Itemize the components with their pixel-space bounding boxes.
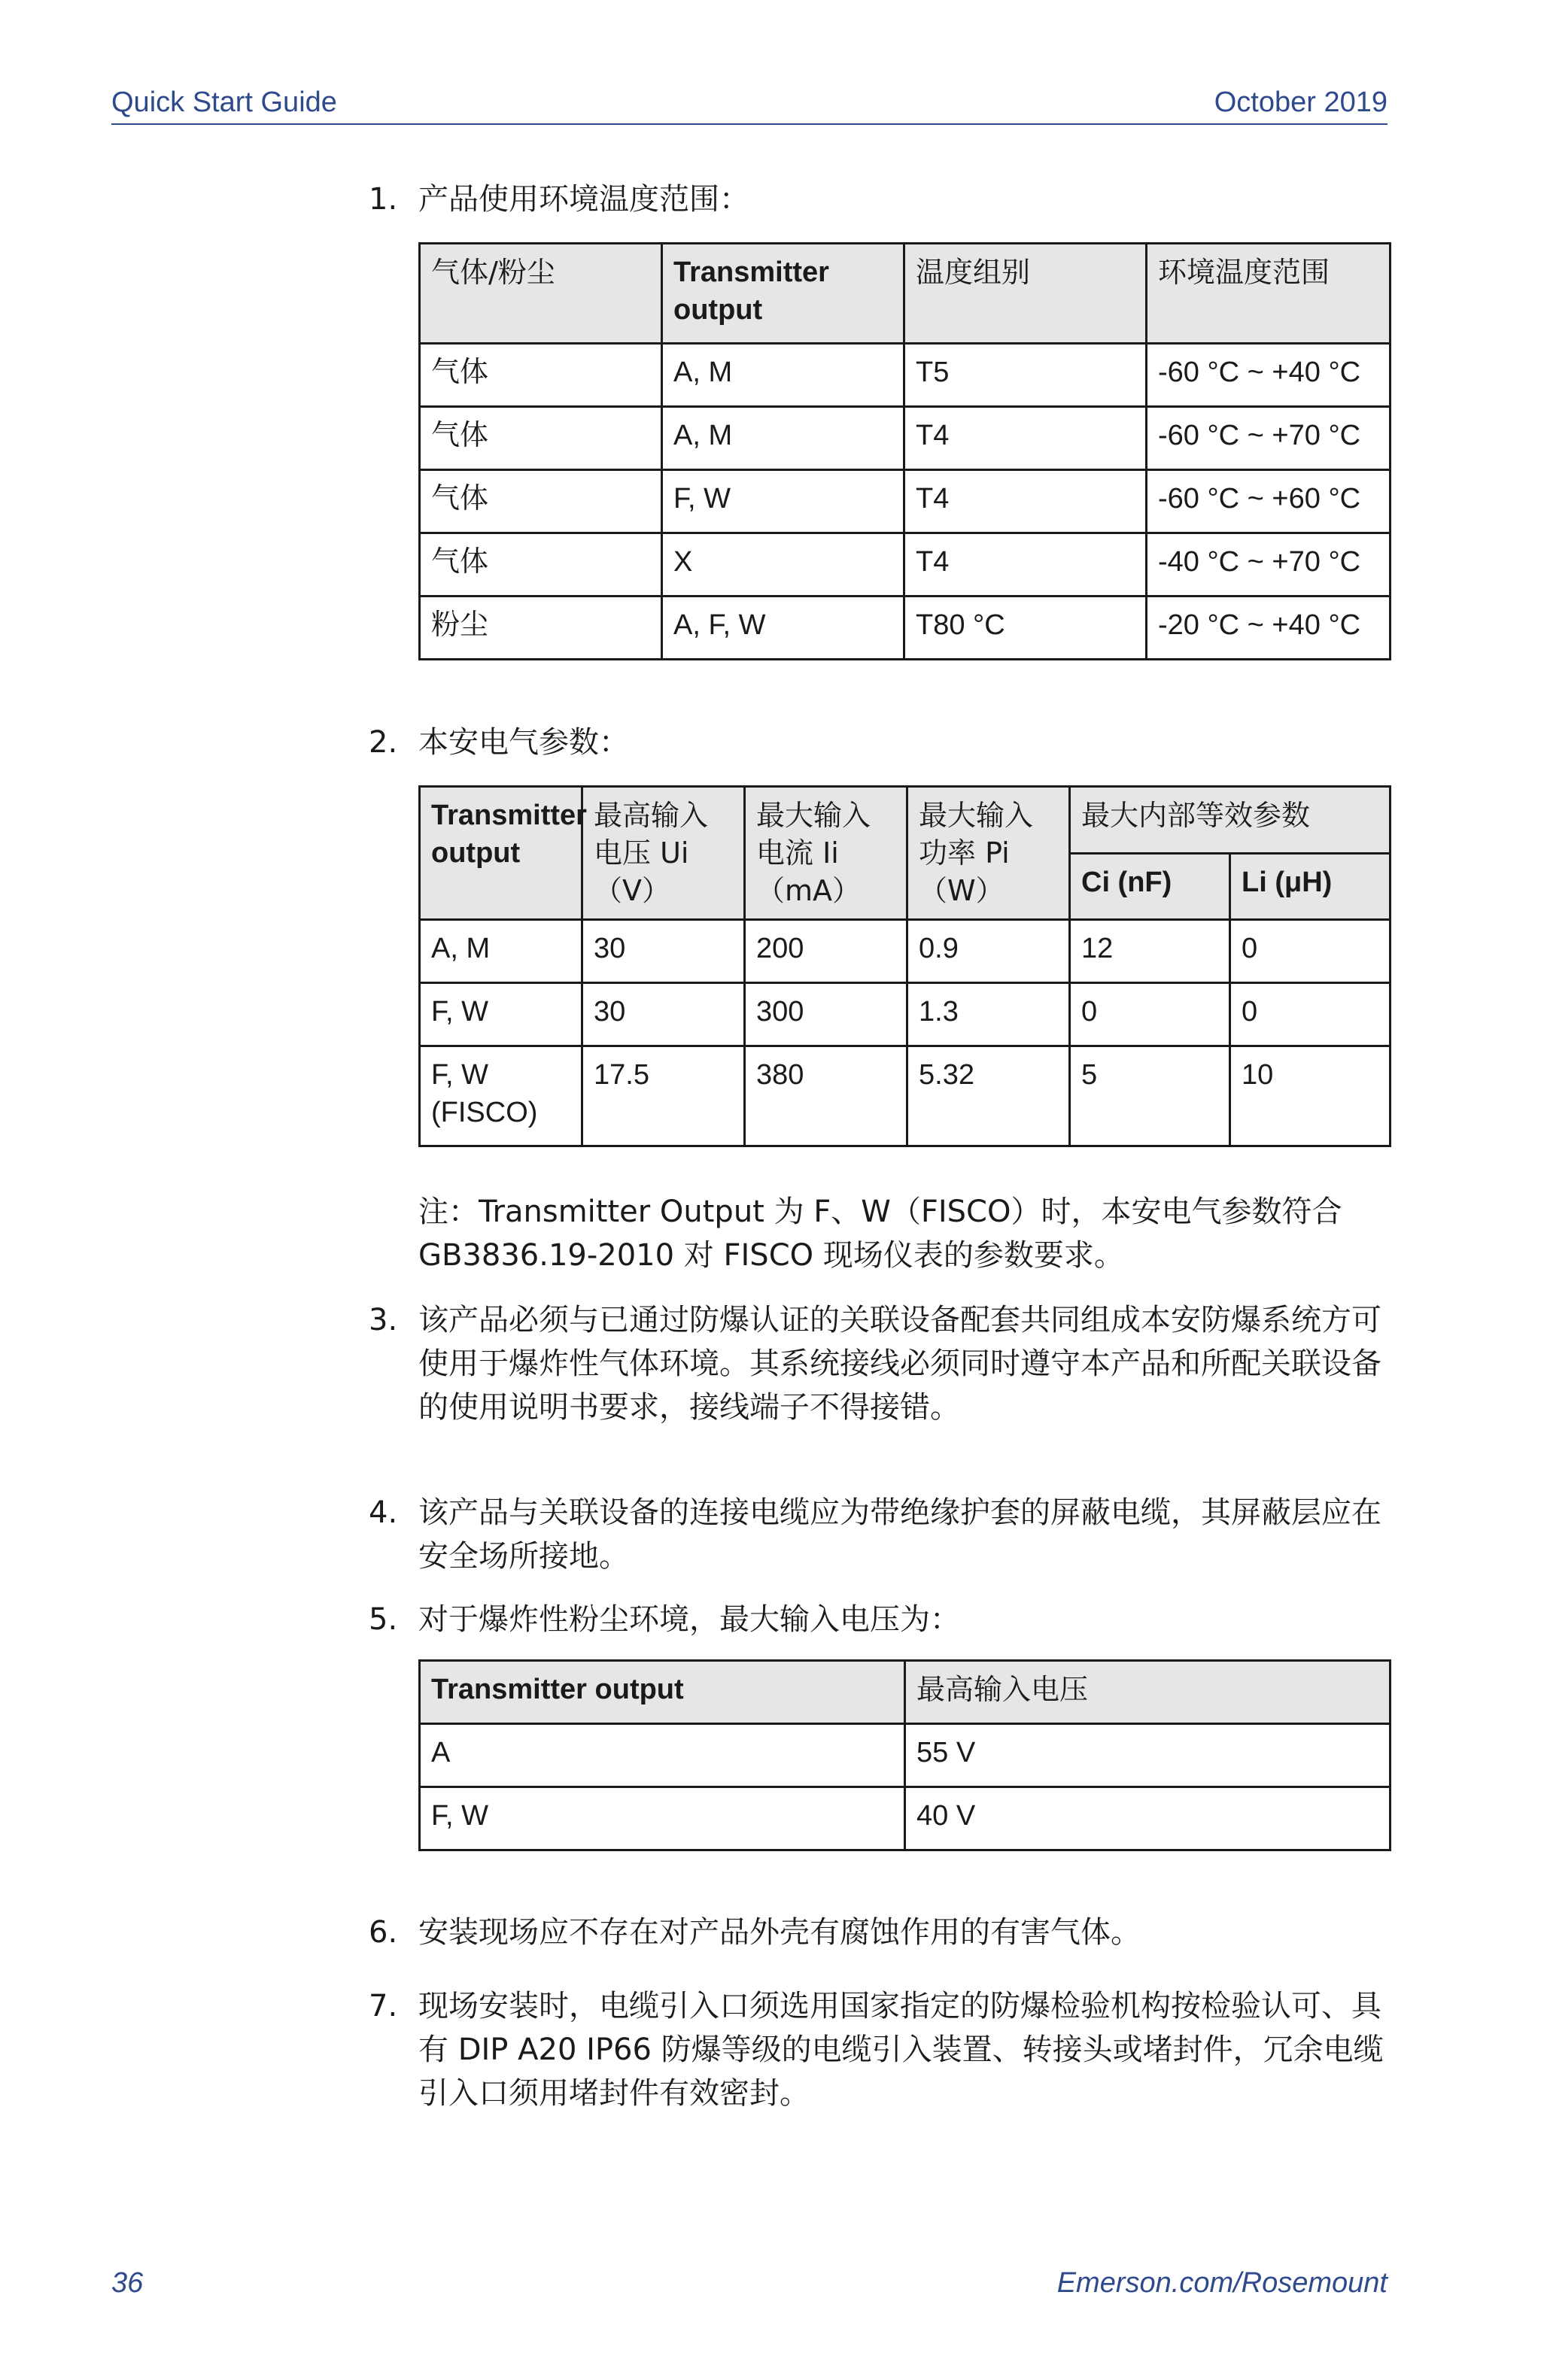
table-cell: A, M [420,920,582,983]
table-cell: 300 [745,983,907,1046]
table-row [420,344,1391,407]
table-cell: -40 °C ~ +70 °C [1147,533,1391,597]
item-text: 本安电气参数： [418,725,629,760]
item-number: 3. [369,1303,398,1337]
item-number: 4. [369,1495,398,1530]
page-number: 36 [111,2267,144,2299]
table-header-cell: Transmitter output [420,1661,905,1724]
table-cell: 气体 [420,344,662,407]
table-cell: 10 [1230,1046,1391,1146]
table-cell: F, W [420,1787,905,1850]
table-cell: A, F, W [662,597,904,660]
table-cell: 5 [1070,1046,1230,1146]
fisco-note: 注：Transmitter Output 为 F、W（FISCO）时，本安电气参数符合 GB3836.19-2010 对 FISCO 现场仪表的参数要求。 [418,1195,1342,1273]
table-cell: -60 °C ~ +60 °C [1147,470,1391,533]
table-cell: A [420,1724,905,1787]
table-cell: 粉尘 [420,597,662,660]
header-date: October 2019 [1214,87,1388,118]
table-header-cell: Ci (nF) [1070,853,1230,920]
table-header-cell: 最大输入功率 Pi（W） [907,787,1070,920]
table-cell: F, W [662,470,904,533]
table-cell: 5.32 [907,1046,1070,1146]
table-row [420,983,1391,1046]
table-row [420,1724,1391,1787]
item-number: 5. [369,1602,398,1637]
item-number: 2. [369,725,398,760]
table-cell: 30 [582,920,745,983]
item-number: 1. [369,182,398,217]
table-cell: 气体 [420,407,662,470]
table-row [420,1046,1391,1146]
table-cell: 0 [1070,983,1230,1046]
item-text: 现场安装时，电缆引入口须选用国家指定的防爆检验机构按检验认可、具有 DIP A20 IP66 防爆等级的电缆引入装置、转接头或堵封件，冗余电缆引入口须用堵封件有效密封。 [418,1989,1384,2111]
item-text: 产品使用环境温度范围： [418,182,749,217]
table-cell: 200 [745,920,907,983]
table-cell: 1.3 [907,983,1070,1046]
table-header-cell: 环境温度范围 [1147,244,1391,344]
table-cell: X [662,533,904,597]
footer-website: Emerson.com/Rosemount [1056,2267,1388,2299]
table-cell: 380 [745,1046,907,1146]
table-header-cell: 最大内部等效参数 [1070,787,1391,854]
table-header-cell: Transmitter output [662,244,904,344]
table-header-cell: 最高输入电压 Ui（V） [582,787,745,920]
table-header-row [420,244,1391,344]
table-cell: T4 [904,407,1147,470]
table-cell: 40 V [905,1787,1391,1850]
table-cell: 0.9 [907,920,1070,983]
table-row [420,470,1391,533]
table-cell: T5 [904,344,1147,407]
table-header-cell: 温度组别 [904,244,1147,344]
table-cell: T4 [904,470,1147,533]
temperature-range-table [418,242,1391,660]
table-row [420,533,1391,597]
table-cell: F, W [420,983,582,1046]
item-text: 该产品与关联设备的连接电缆应为带绝缘护套的屏蔽电缆，其屏蔽层应在安全场所接地。 [418,1495,1381,1574]
table-cell: 30 [582,983,745,1046]
table-cell: -20 °C ~ +40 °C [1147,597,1391,660]
table-cell: 0 [1230,920,1391,983]
page-header [111,78,1388,125]
table-cell: -60 °C ~ +70 °C [1147,407,1391,470]
table-row [420,597,1391,660]
table-header-row [420,787,1391,854]
table-cell: 55 V [905,1724,1391,1787]
table-header-cell: Transmitter output [420,787,582,920]
table-row [420,407,1391,470]
table-cell: 气体 [420,533,662,597]
table-header-cell: Li (μH) [1230,853,1391,920]
item-text: 对于爆炸性粉尘环境，最大输入电压为： [418,1602,960,1637]
table-header-row [420,1661,1391,1724]
table-cell: 0 [1230,983,1391,1046]
table-cell: A, M [662,407,904,470]
table-row [420,920,1391,983]
item-text: 该产品必须与已通过防爆认证的关联设备配套共同组成本安防爆系统方可使用于爆炸性气体环境。其系统接线必须同时遵守本产品和所配关联设备的使用说明书要求，接线端子不得接错。 [418,1303,1381,1425]
table-cell: 17.5 [582,1046,745,1146]
item-number: 7. [369,1989,398,2023]
table-cell: T4 [904,533,1147,597]
intrinsic-safety-parameters-table [418,785,1391,1147]
table-cell: A, M [662,344,904,407]
table-cell: -60 °C ~ +40 °C [1147,344,1391,407]
item-text: 安装现场应不存在对产品外壳有腐蚀作用的有害气体。 [418,1915,1141,1950]
item-number: 6. [369,1915,398,1950]
header-title: Quick Start Guide [111,87,337,118]
table-cell: 12 [1070,920,1230,983]
table-row [420,1787,1391,1850]
table-header-cell: 最大输入电流 Ii（mA） [745,787,907,920]
table-header-cell: 气体/粉尘 [420,244,662,344]
table-header-cell: 最高输入电压 [905,1661,1391,1724]
table-cell: 气体 [420,470,662,533]
table-cell: T80 °C [904,597,1147,660]
dust-max-voltage-table [418,1659,1391,1851]
table-cell: F, W (FISCO) [420,1046,582,1146]
